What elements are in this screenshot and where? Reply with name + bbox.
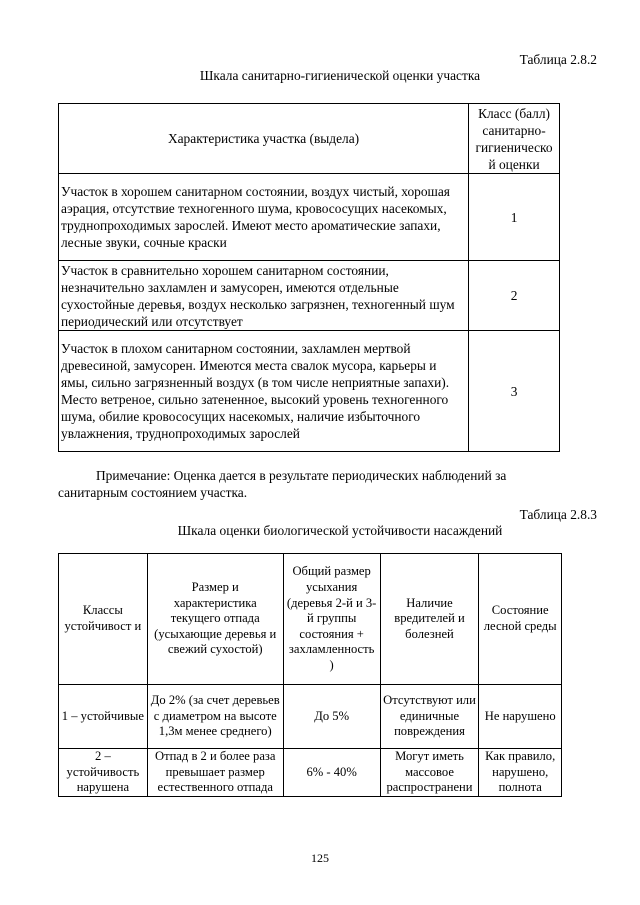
table-title: Шкала санитарно-гигиенической оценки участка bbox=[199, 68, 481, 83]
table-cell: Отпад в 2 и более раза превышает размер естественного отпада bbox=[147, 749, 283, 797]
table-number: Таблица 2.8.3 bbox=[519, 507, 597, 522]
table-cell: Участок в хорошем санитарном состоянии, воздух чистый, хорошая аэрация, отсутствие техногенного шума, кровососущих насекомых, труднопроходимых зарослей. Имеют место ароматические запахи, лесные звуки, сочные краски bbox=[59, 174, 469, 261]
header-cell: Общий размер усыхания (деревья 2-й и 3-й группы состояния + захламленность ) bbox=[283, 554, 380, 685]
table-title: Шкала оценки биологической устойчивости насаждений bbox=[177, 523, 503, 538]
stability-table bbox=[58, 553, 562, 797]
table-header-row bbox=[59, 554, 562, 685]
table-cell: 1 – устойчивые bbox=[59, 685, 148, 749]
page-number: 125 bbox=[311, 851, 329, 865]
table-cell: Участок в сравнительно хорошем санитарном состоянии, незначительно захламлен и замусорен, имеются отдельные сухостойные деревья, воздух несколько загрязнен, техногенный шум периодический или отсутствует bbox=[59, 261, 469, 331]
table-row bbox=[59, 174, 560, 261]
table-cell: До 2% (за счет деревьев с диаметром на высоте 1,3м менее среднего) bbox=[147, 685, 283, 749]
table-row bbox=[59, 685, 562, 749]
note-paragraph: Примечание: Оценка дается в результате периодических наблюдений за санитарным состоянием участка. bbox=[58, 468, 507, 500]
table-row bbox=[59, 261, 560, 331]
header-cell: Класс (балл) санитарно-гигиеническо й оценки bbox=[469, 104, 560, 174]
table-number: Таблица 2.8.2 bbox=[519, 52, 597, 67]
table-cell: Не нарушено bbox=[479, 685, 562, 749]
table-cell: Могут иметь массовое распространени bbox=[380, 749, 479, 797]
header-cell: Классы устойчивост и bbox=[59, 554, 148, 685]
table-cell: 3 bbox=[469, 331, 560, 452]
table-cell: До 5% bbox=[283, 685, 380, 749]
table-cell: 2 – устойчивость нарушена bbox=[59, 749, 148, 797]
table-cell: 1 bbox=[469, 174, 560, 261]
table-row bbox=[59, 749, 562, 797]
table-cell: 2 bbox=[469, 261, 560, 331]
table-cell: Отсутствуют или единичные повреждения bbox=[380, 685, 479, 749]
table-cell: 6% - 40% bbox=[283, 749, 380, 797]
table-cell: Как правило, нарушено, полнота bbox=[479, 749, 562, 797]
table-cell: Участок в плохом санитарном состоянии, захламлен мертвой древесиной, замусорен. Имеются места свалок мусора, карьеры и ямы, сильно загрязненный воздух (в том числе неприятные запахи). Место ветреное, сильно затененное, высокий уровень техногенного шума, обилие кровососущих насекомых, наличие избыточного увлажнения, труднопроходимых зарослей bbox=[59, 331, 469, 452]
header-cell: Наличие вредителей и болезней bbox=[380, 554, 479, 685]
table-row bbox=[59, 331, 560, 452]
header-cell: Состояние лесной среды bbox=[479, 554, 562, 685]
table-header-row bbox=[59, 104, 560, 174]
header-cell: Размер и характеристика текущего отпада (усыхающие деревья и свежий сухостой) bbox=[147, 554, 283, 685]
sanitary-table bbox=[58, 103, 560, 452]
header-cell: Характеристика участка (выдела) bbox=[59, 104, 469, 174]
